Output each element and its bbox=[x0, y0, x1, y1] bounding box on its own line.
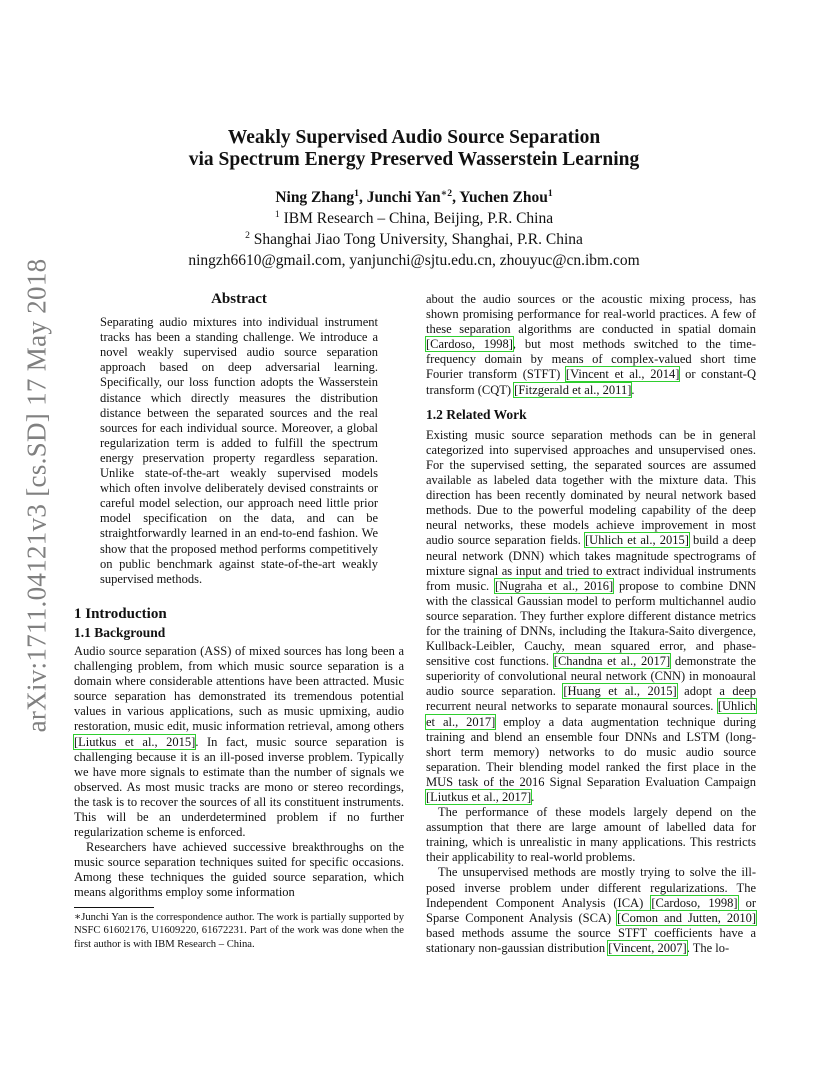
affiliation-2-marker: 2 bbox=[245, 229, 250, 241]
author-names bbox=[0, 187, 828, 208]
footnote bbox=[74, 907, 404, 951]
citation-link[interactable]: [Cardoso, 1998] bbox=[426, 337, 513, 352]
paragraph-text: or Sparse Component Analysis (SCA) bbox=[426, 895, 756, 925]
author-separator-2: , bbox=[452, 189, 460, 206]
affiliation-2 bbox=[0, 229, 828, 250]
author-1: Ning Zhang bbox=[275, 189, 355, 206]
paragraph-text: . bbox=[531, 790, 535, 804]
abstract-text: Separating audio mixtures into individual instrument tracks has been a standing challenge. We introduce a novel weakly supervised audio source separation approach based on deep adversarial learning. Specifically, our loss function adopts the Wasserstein distance which directly measures the distribution distance between the separated sources and the real sources for each individual source. Moreover, a global regularization term is added to fulfill the spectrum energy preservation property regardless separation. Unlike state-of-the-art weakly supervised models which often involve deliberately devised constraints or careful model selection, our approach need little prior model specification on the data, and can be straightforwardly learned in an end-to-end fashion. We show that the proposed method performs competitively on public benchmark against state-of-the-art weakly supervised methods. bbox=[100, 315, 378, 586]
paragraph-text: . bbox=[631, 382, 635, 397]
affiliation-1-text: IBM Research – China, Beijing, P.R. China bbox=[279, 210, 554, 227]
citation-link[interactable]: [Vincent et al., 2014] bbox=[565, 367, 680, 382]
paper-title bbox=[0, 127, 828, 171]
citation-link[interactable]: [Chandna et al., 2017] bbox=[553, 654, 671, 669]
abstract-heading: Abstract bbox=[211, 291, 267, 307]
arxiv-stamp bbox=[14, 258, 60, 732]
paragraph-text: based methods assume the source STFT coefficients have a stationary non-gaussian distribution bbox=[426, 925, 756, 955]
citation-link[interactable]: [Nugraha et al., 2016] bbox=[494, 578, 614, 593]
section-heading-introduction: 1 Introduction bbox=[74, 605, 167, 622]
author-3: Yuchen Zhou bbox=[459, 189, 548, 206]
author-2-affil: ∗2 bbox=[440, 187, 453, 199]
paragraph-text: . In fact, music source separation is challenging because it is an ill-posed inverse problem. Typically we have more signals to estimate than the number of signals we observed. As most music tracks are mono or stereo recordings, the task is to recover the sources of all its constituent instruments. This will be an underdetermined problem if no further regularization scheme is enforced. bbox=[74, 734, 404, 840]
citation-link[interactable]: [Comon and Jutten, 2010] bbox=[617, 910, 757, 925]
paragraph-text: Audio source separation (ASS) of mixed sources has long been a challenging problem, from which music source separation is a domain where considerable attentions have been attracted. Music source separation has demonstrated its tremendous potential values in various applications, such as music upmixing, audio restoration, music edit, music information retrieval, among others bbox=[74, 643, 404, 734]
affiliation-1 bbox=[0, 208, 828, 229]
citation-link[interactable]: [Vincent, 2007] bbox=[608, 940, 687, 955]
background-continued-paragraph bbox=[426, 292, 756, 398]
related-work-paragraph-3 bbox=[426, 865, 756, 956]
paragraph-text: Existing music source separation methods can be in general categorized into supervised approaches and unsupervised ones. For the supervised setting, the separated sources are assumed available as labeled data together with the mixture data. This direction has been recently dominated by neural network based methods. Due to the powerful modeling capability of the deep neural networks, these models achieve improvement in most audio source separation fields. bbox=[426, 427, 756, 548]
paragraph-text: about the audio sources or the acoustic mixing process, has shown promising performance for real-world practices. A few of these separation algorithms are conducted in spatial domain bbox=[426, 292, 756, 337]
footnote-text: ∗Junchi Yan is the correspondence author. The work is partially supported by NSFC 61602176, U1609220, 61672231. Part of the work was done when the first author is with IBM Research – China. bbox=[74, 912, 404, 950]
related-work-paragraph-1 bbox=[426, 428, 756, 805]
paragraph-text: The unsupervised methods are mostly trying to solve the ill-posed inverse problem under different regularizations. The Independent Component Analysis (ICA) bbox=[426, 865, 756, 910]
citation-link[interactable]: [Huang et al., 2015] bbox=[563, 684, 677, 699]
author-separator-1: , bbox=[358, 189, 367, 206]
title-line-1: Weakly Supervised Audio Source Separation bbox=[227, 127, 601, 148]
paragraph-text: . The lo- bbox=[686, 940, 730, 955]
subsection-heading-background: 1.1 Background bbox=[74, 624, 166, 640]
intro-paragraph-1 bbox=[74, 644, 404, 840]
subsection-heading-related-work: 1.2 Related Work bbox=[426, 406, 527, 422]
left-column bbox=[74, 292, 404, 901]
author-1-affil: 1 bbox=[354, 187, 359, 199]
citation-link[interactable]: [Fitzgerald et al., 2011] bbox=[514, 382, 632, 397]
affiliation-2-text: Shanghai Jiao Tong University, Shanghai, P.R. China bbox=[249, 231, 583, 248]
right-column bbox=[426, 292, 756, 956]
paragraph-text: demonstrate the superiority of convolutional neural network (CNN) in monoaural audio source separation. bbox=[426, 654, 756, 699]
affiliation-1-marker: 1 bbox=[274, 208, 280, 220]
paragraph-text: propose to combine DNN with the classical Gaussian model to perform multichannel audio source separation. They further explore different distance metrics for the training of DNNs, including the Itakura-Saito divergence, Kullback-Leibler, Cauchy, mean squared error, and phase-sensitive cost functions. bbox=[426, 578, 756, 669]
citation-link[interactable]: [Liutkus et al., 2017] bbox=[426, 790, 532, 804]
related-work-paragraph-2: The performance of these models largely depend on the assumption that there are large amount of labelled data for training, which is unrealistic in many applications. This restricts their applicability to real-world problems. bbox=[426, 805, 756, 865]
citation-link[interactable]: [Uhlich et al., 2015] bbox=[585, 533, 689, 548]
paragraph-text: build a deep neural network (DNN) which takes magnitude spectrograms of mixture signal as input and tried to extract individual instruments from music. bbox=[426, 533, 756, 593]
citation-link[interactable]: [Uhlich et al., 2017] bbox=[426, 699, 756, 729]
paragraph-text: , but most methods switched to the time-frequency domain by means of complex-valued short time Fourier transform (STFT) bbox=[426, 337, 756, 382]
author-block bbox=[0, 187, 828, 271]
arxiv-identifier: arXiv:1711.04121v3 [cs.SD] 17 May 2018 bbox=[21, 258, 52, 732]
citation-link[interactable]: [Liutkus et al., 2015] bbox=[74, 734, 196, 749]
author-2: Junchi Yan bbox=[366, 189, 441, 206]
paragraph-text: employ a data augmentation technique during training and blend an ensemble four DNNs and LSTM (long-short term memory) networks to do music audio source separation. Their blending model ranked the first place in the MUS task of the 2016 Signal Separation Evaluation Campaign bbox=[426, 714, 756, 789]
intro-paragraph-2: Researchers have achieved successive breakthroughs on the music source separation techniques suited for specific occasions. Among these techniques the guided source separation, which means algorithms employ some information bbox=[74, 840, 404, 900]
author-3-affil: 1 bbox=[547, 187, 553, 199]
paragraph-text: or constant-Q transform (CQT) bbox=[426, 367, 756, 397]
author-emails: ningzh6610@gmail.com, yanjunchi@sjtu.edu.cn, zhouyuc@cn.ibm.com bbox=[188, 252, 640, 269]
title-line-2: via Spectrum Energy Preserved Wasserstein Learning bbox=[188, 149, 640, 170]
citation-link[interactable]: [Cardoso, 1998] bbox=[651, 895, 738, 910]
paragraph-text: adopt a deep recurrent neural networks to separate monaural sources. bbox=[426, 684, 756, 714]
